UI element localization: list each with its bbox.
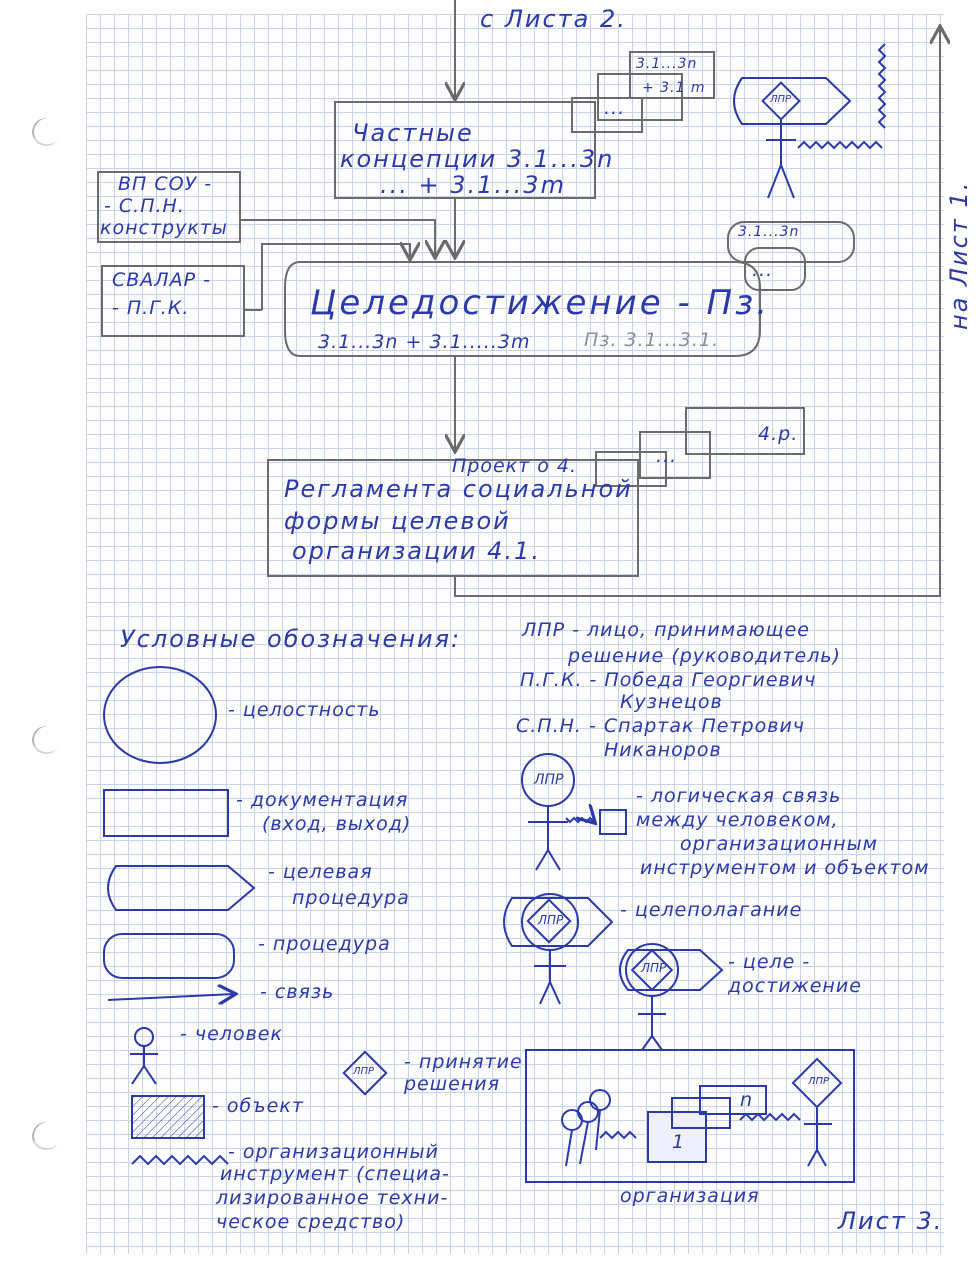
private-concepts-line1: Частные (352, 119, 474, 147)
legend-instrument-label3: лизированное техни- (216, 1187, 449, 1209)
logic-line2: между человеком, (636, 809, 839, 831)
logic-line1: - логическая связь (636, 785, 842, 807)
legend-instrument-label4: ческое средство) (216, 1211, 406, 1233)
pgk-def-line1: П.Г.К. - Победа Георгиевич (520, 669, 817, 691)
legend-instrument-label2: инструмент (специа- (220, 1163, 450, 1185)
goal-sub: 3.1...3n + 3.1.....3m (318, 331, 531, 353)
pgk-def-line2: Кузнецов (620, 691, 723, 713)
left-box-2-line1: СВАЛАР - (112, 269, 211, 291)
left-box-1-line1: ВП СОУ - (118, 173, 213, 195)
bottom-stack-label: 4.р. (758, 423, 799, 445)
spn-def-line2: Никаноров (604, 739, 722, 761)
project-line3: формы целевой (284, 507, 511, 535)
legend-instrument-label: - организационный (228, 1141, 439, 1163)
legend-title: Условные обозначения: (120, 625, 462, 653)
legend-person-label: - человек (180, 1023, 283, 1045)
org-lpr: ЛПР (808, 1076, 830, 1087)
goal-achieve-line1: - целе - (728, 951, 811, 973)
right-stack-label: 3.1...3n (738, 224, 800, 240)
spn-def-line1: С.П.Н. - Спартак Петрович (516, 715, 806, 737)
org-doc-n: n (740, 1089, 754, 1111)
goal-faded: Пз. 3.1...3.1. (584, 329, 720, 351)
org-doc-1: 1 (672, 1131, 686, 1153)
left-box-1-line3: конструкты (100, 217, 228, 239)
private-concepts-line3: ... + 3.1...3m (380, 171, 566, 199)
goal-achieve-lpr: ЛПР (641, 961, 667, 975)
goal-achieve-line2: достижение (728, 975, 862, 997)
goal-setting-label: - целеполагание (620, 899, 803, 921)
logic-lpr: ЛПР (534, 772, 564, 788)
logic-line3: организационным (680, 833, 878, 855)
lpr-label: ЛПР (770, 94, 792, 105)
legend-goal-procedure (108, 866, 254, 910)
to-sheet-label: на Лист 1. (945, 180, 973, 330)
legend-integrity-label: - целостность (228, 699, 381, 721)
top-stack-dots: ... (604, 97, 626, 119)
legend-goal-procedure-label: - целевая (268, 861, 373, 883)
top-stack-label1: 3.1...3n (636, 56, 698, 72)
goal-setting-lpr: ЛПР (538, 913, 564, 927)
left-box-1-line2: - С.П.Н. (104, 195, 185, 217)
legend-object-label: - объект (212, 1095, 304, 1117)
organization-caption: организация (620, 1185, 760, 1207)
lpr-def-line1: ЛПР - лицо, принимающее (522, 619, 810, 641)
project-line2: Регламента социальной (284, 475, 633, 503)
legend-goal-procedure-label2: процедура (292, 887, 410, 909)
project-line4: организации 4.1. (292, 537, 541, 565)
decision-lpr: ЛПР (353, 1066, 375, 1077)
from-sheet-label: с Листа 2. (480, 5, 627, 33)
project-line1: Проект о 4. (452, 455, 578, 477)
decision-label2: решения (404, 1073, 501, 1095)
legend-documentation-label: - документация (236, 789, 409, 811)
right-stack-dots: ... (752, 259, 774, 281)
top-stack-label2: + 3.1 m (642, 80, 706, 96)
goal-title: Целедостижение - Пз. (310, 283, 770, 323)
decision-label: - принятие (404, 1051, 523, 1073)
legend-link-arrow (108, 994, 234, 1000)
legend-documentation-label2: (вход, выход) (262, 813, 412, 835)
private-concepts-line2: концепции 3.1...3n (340, 145, 615, 173)
legend-procedure-label: - процедура (258, 933, 391, 955)
sheet-label: Лист 3. (838, 1207, 944, 1235)
legend-documentation-rect (104, 790, 228, 836)
legend-procedure (104, 934, 234, 978)
logic-line4: инструментом и объектом (640, 857, 930, 879)
lpr-def-line2: решение (руководитель) (568, 645, 841, 667)
legend-link-label: - связь (260, 981, 335, 1003)
legend-object (132, 1096, 204, 1138)
left-box-2-line2: - П.Г.К. (112, 297, 190, 319)
bottom-stack-dots: ... (656, 445, 678, 467)
legend-integrity-circle (104, 667, 216, 763)
